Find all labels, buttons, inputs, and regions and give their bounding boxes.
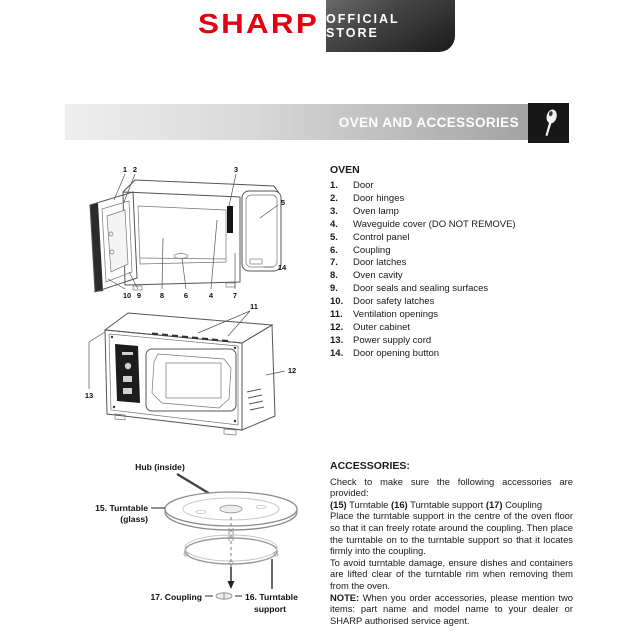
support-label: 16. Turntable	[245, 592, 298, 602]
callout-number: 10	[122, 291, 132, 300]
official-store-badge	[326, 0, 455, 52]
callout-number: 5	[280, 198, 286, 207]
oven-list-heading: OVEN	[330, 164, 360, 176]
note-text: When you order accessories, please mention two items: part name and model name to your dealer or SHARP authorised service agent.	[330, 591, 573, 626]
callout-number: 3	[233, 165, 239, 174]
hub-label: Hub (inside)	[135, 462, 185, 472]
list-item: 6. Coupling	[330, 244, 391, 256]
list-item: 5. Control panel	[330, 231, 410, 243]
list-item: 11. Ventilation openings	[330, 309, 439, 321]
sharp-logo: SHARP	[198, 8, 319, 39]
list-item: 14. Door opening button	[330, 347, 440, 359]
support-label-2: support	[254, 604, 286, 614]
section-title: OVEN AND ACCESSORIES	[338, 114, 519, 130]
oven-parts-list	[330, 180, 575, 361]
turntable-diagram	[75, 455, 315, 630]
list-item: 1. Door	[330, 180, 374, 191]
turntable-glass-label: 15. Turntable	[95, 503, 148, 513]
list-item: 2. Door hinges	[330, 192, 405, 204]
note-label: NOTE:	[330, 591, 360, 603]
list-item: 3. Oven lamp	[330, 205, 399, 217]
accessories-items-line: (15) Turntable (16) Turntable support (17) Coupling	[330, 498, 543, 510]
list-item: 7. Door latches	[330, 257, 407, 269]
official-store-label: OFFICIAL STORE	[326, 12, 400, 40]
callout-number: 11	[250, 302, 258, 311]
callout-number: 8	[159, 291, 165, 300]
callout-number: 9	[136, 291, 142, 300]
turntable-glass-label-2: (glass)	[120, 514, 148, 524]
accessories-heading: ACCESSORIES:	[330, 460, 410, 472]
callout-number: 7	[232, 291, 238, 300]
callout-number: 2	[132, 165, 138, 174]
list-item: 13. Power supply cord	[330, 334, 432, 346]
accessories-paragraph-2: To avoid turntable damage, ensure dishes and containers are lifted clear of the turntable rim when removing them from the oven.	[330, 556, 573, 591]
list-item: 10. Door safety latches	[330, 296, 435, 308]
callout-number: 1	[122, 165, 128, 174]
oven-open-diagram	[78, 160, 308, 308]
list-item: 8. Oven cavity	[330, 270, 403, 282]
banner-icon-box	[528, 103, 569, 143]
callout-number: 4	[208, 291, 214, 300]
section-banner	[65, 104, 528, 140]
spoon-icon	[537, 108, 561, 138]
callout-number: 12	[287, 366, 297, 375]
list-item: 9. Door seals and sealing surfaces	[330, 283, 489, 295]
callout-number: 14	[277, 263, 287, 272]
accessories-paragraph-1: Place the turntable support in the centre of the oven floor so that it can freely rotate around the coupling. Then place the turntable on to the turntable support so that it locates firmly into the coupling.	[330, 510, 573, 557]
list-item: 12. Outer cabinet	[330, 321, 411, 333]
callout-number: 13	[84, 391, 94, 400]
coupling-label: 17. Coupling	[150, 592, 202, 602]
callout-number: 6	[183, 291, 189, 300]
list-item: 4. Waveguide cover (DO NOT REMOVE)	[330, 218, 516, 230]
oven-closed-diagram	[78, 300, 308, 438]
accessories-note	[330, 592, 573, 627]
accessories-intro: Check to make sure the following accessories are provided:	[330, 475, 573, 499]
accessories-section	[330, 461, 573, 626]
